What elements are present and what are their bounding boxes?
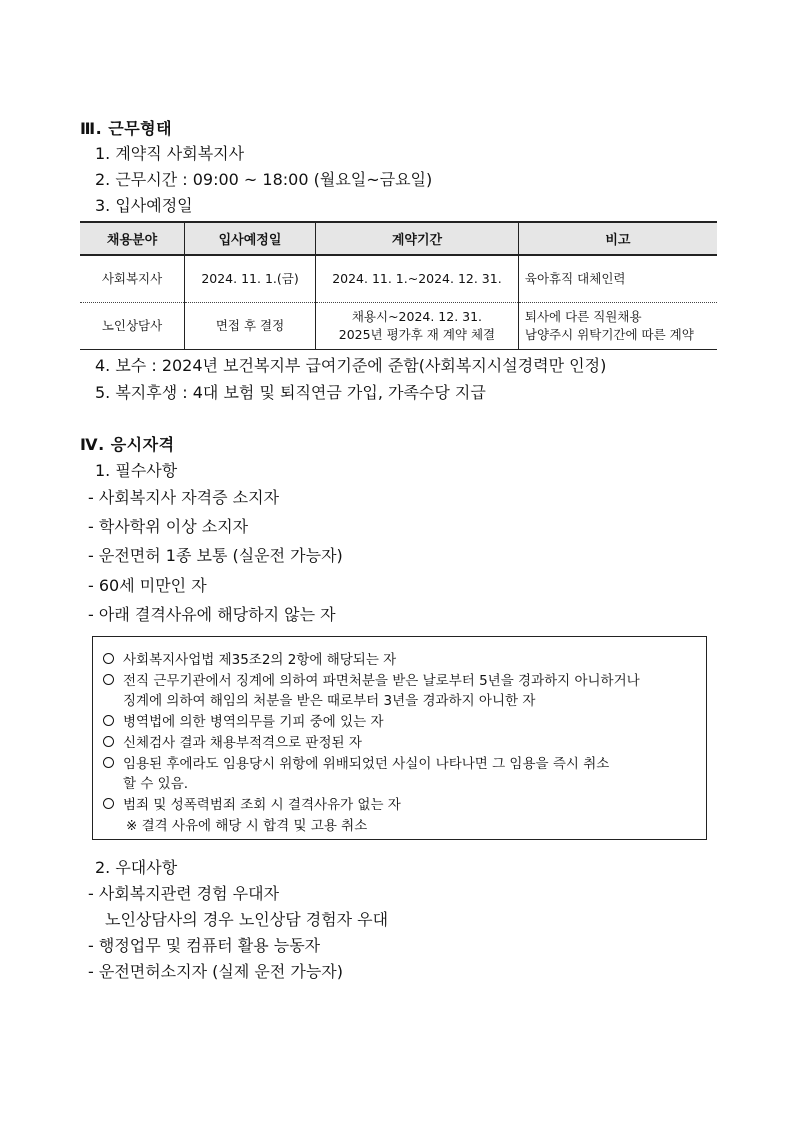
- circle-bullet-icon: [103, 736, 114, 747]
- pref-item: - 사회복지관련 경험 우대자: [88, 884, 280, 903]
- table-header-row: [80, 222, 717, 255]
- box-item-text: 병역법에 의한 병역의무를 기피 중에 있는 자: [123, 714, 384, 730]
- sub-preferred: 2. 우대사항: [95, 858, 178, 877]
- pref-item-detail: 노인상담사의 경우 노인상담 경험자 우대: [105, 910, 389, 929]
- header-note: 비고: [518, 222, 717, 255]
- circle-bullet-icon: [103, 798, 114, 809]
- box-item: [103, 669, 640, 689]
- header-start-date: 입사예정일: [185, 222, 316, 255]
- box-item: [103, 793, 401, 813]
- recruitment-table: [80, 221, 717, 350]
- circle-bullet-icon: [103, 715, 114, 726]
- cell-note: [518, 303, 717, 350]
- req-item: - 아래 결격사유에 해당하지 않는 자: [88, 605, 336, 624]
- req-item: - 60세 미만인 자: [88, 576, 207, 595]
- item-welfare: 5. 복지후생 : 4대 보험 및 퇴직연금 가입, 가족수당 지급: [95, 383, 486, 402]
- req-item: - 운전면허 1종 보통 (실운전 가능자): [88, 546, 343, 565]
- cell-date: 면접 후 결정: [185, 303, 316, 350]
- box-footnote: ※ 결격 사유에 해당 시 합격 및 고용 취소: [126, 818, 368, 834]
- item-salary: 4. 보수 : 2024년 보건복지부 급여기준에 준함(사회복지시설경력만 인정): [95, 356, 607, 375]
- box-item: [103, 648, 396, 668]
- cell-period-line: 2025년 평가후 재 계약 체결: [338, 327, 496, 342]
- header-field: 채용분야: [80, 222, 185, 255]
- header-contract-period: 계약기간: [316, 222, 519, 255]
- pref-item: - 행정업무 및 컴퓨터 활용 능동자: [88, 936, 321, 955]
- cell-period-line: 채용시~2024. 12. 31.: [351, 309, 483, 324]
- cell-period: [316, 255, 519, 303]
- section-4-title: Ⅳ. 응시자격: [80, 435, 175, 454]
- item-working-hours: 2. 근무시간 : 09:00 ~ 18:00 (월요일~금요일): [95, 170, 433, 189]
- cell-note-line: 육아휴직 대체인력: [524, 271, 626, 286]
- box-item-continued: 징계에 의하여 해임의 처분을 받은 때로부터 3년을 경과하지 아니한 자: [123, 693, 536, 709]
- pref-item: - 운전면허소지자 (실제 운전 가능자): [88, 962, 343, 981]
- table-row: [80, 303, 717, 350]
- cell-period: [316, 303, 519, 350]
- cell-field: 노인상담사: [80, 303, 185, 350]
- table-row: [80, 255, 717, 303]
- item-contract-type: 1. 계약직 사회복지사: [95, 144, 245, 163]
- box-item-continued: 할 수 있음.: [123, 776, 189, 792]
- box-item-text: 임용된 후에라도 임용당시 위항에 위배되었던 사실이 나타나면 그 임용을 즉시 취소: [123, 756, 610, 772]
- section-3-title: Ⅲ. 근무형태: [80, 119, 173, 138]
- cell-field: 사회복지사: [80, 255, 185, 303]
- req-item: - 사회복지사 자격증 소지자: [88, 488, 280, 507]
- cell-note-line: 남양주시 위탁기간에 따른 계약: [524, 327, 694, 342]
- disqualification-box: [92, 636, 707, 840]
- circle-bullet-icon: [103, 757, 114, 768]
- sub-required: 1. 필수사항: [95, 461, 178, 480]
- box-item-text: 범죄 및 성폭력범죄 조회 시 결격사유가 없는 자: [123, 797, 401, 813]
- cell-period-line: 2024. 11. 1.~2024. 12. 31.: [332, 271, 502, 286]
- cell-note-line: 퇴사에 다른 직원채용: [524, 309, 642, 324]
- box-item-text: 전직 근무기관에서 징계에 의하여 파면처분을 받은 날로부터 5년을 경과하지 아니하거나: [123, 673, 640, 689]
- circle-bullet-icon: [103, 674, 114, 685]
- box-item: [103, 752, 609, 772]
- box-item-text: 사회복지사업법 제35조2의 2항에 해당되는 자: [123, 652, 397, 668]
- box-item: [103, 731, 362, 751]
- cell-note: [518, 255, 717, 303]
- req-item: - 학사학위 이상 소지자: [88, 517, 249, 536]
- circle-bullet-icon: [103, 653, 114, 664]
- cell-date: 2024. 11. 1.(금): [185, 255, 316, 303]
- box-item-text: 신체검사 결과 채용부적격으로 판정된 자: [123, 735, 362, 751]
- item-start-date: 3. 입사예정일: [95, 196, 193, 215]
- box-item: [103, 710, 384, 730]
